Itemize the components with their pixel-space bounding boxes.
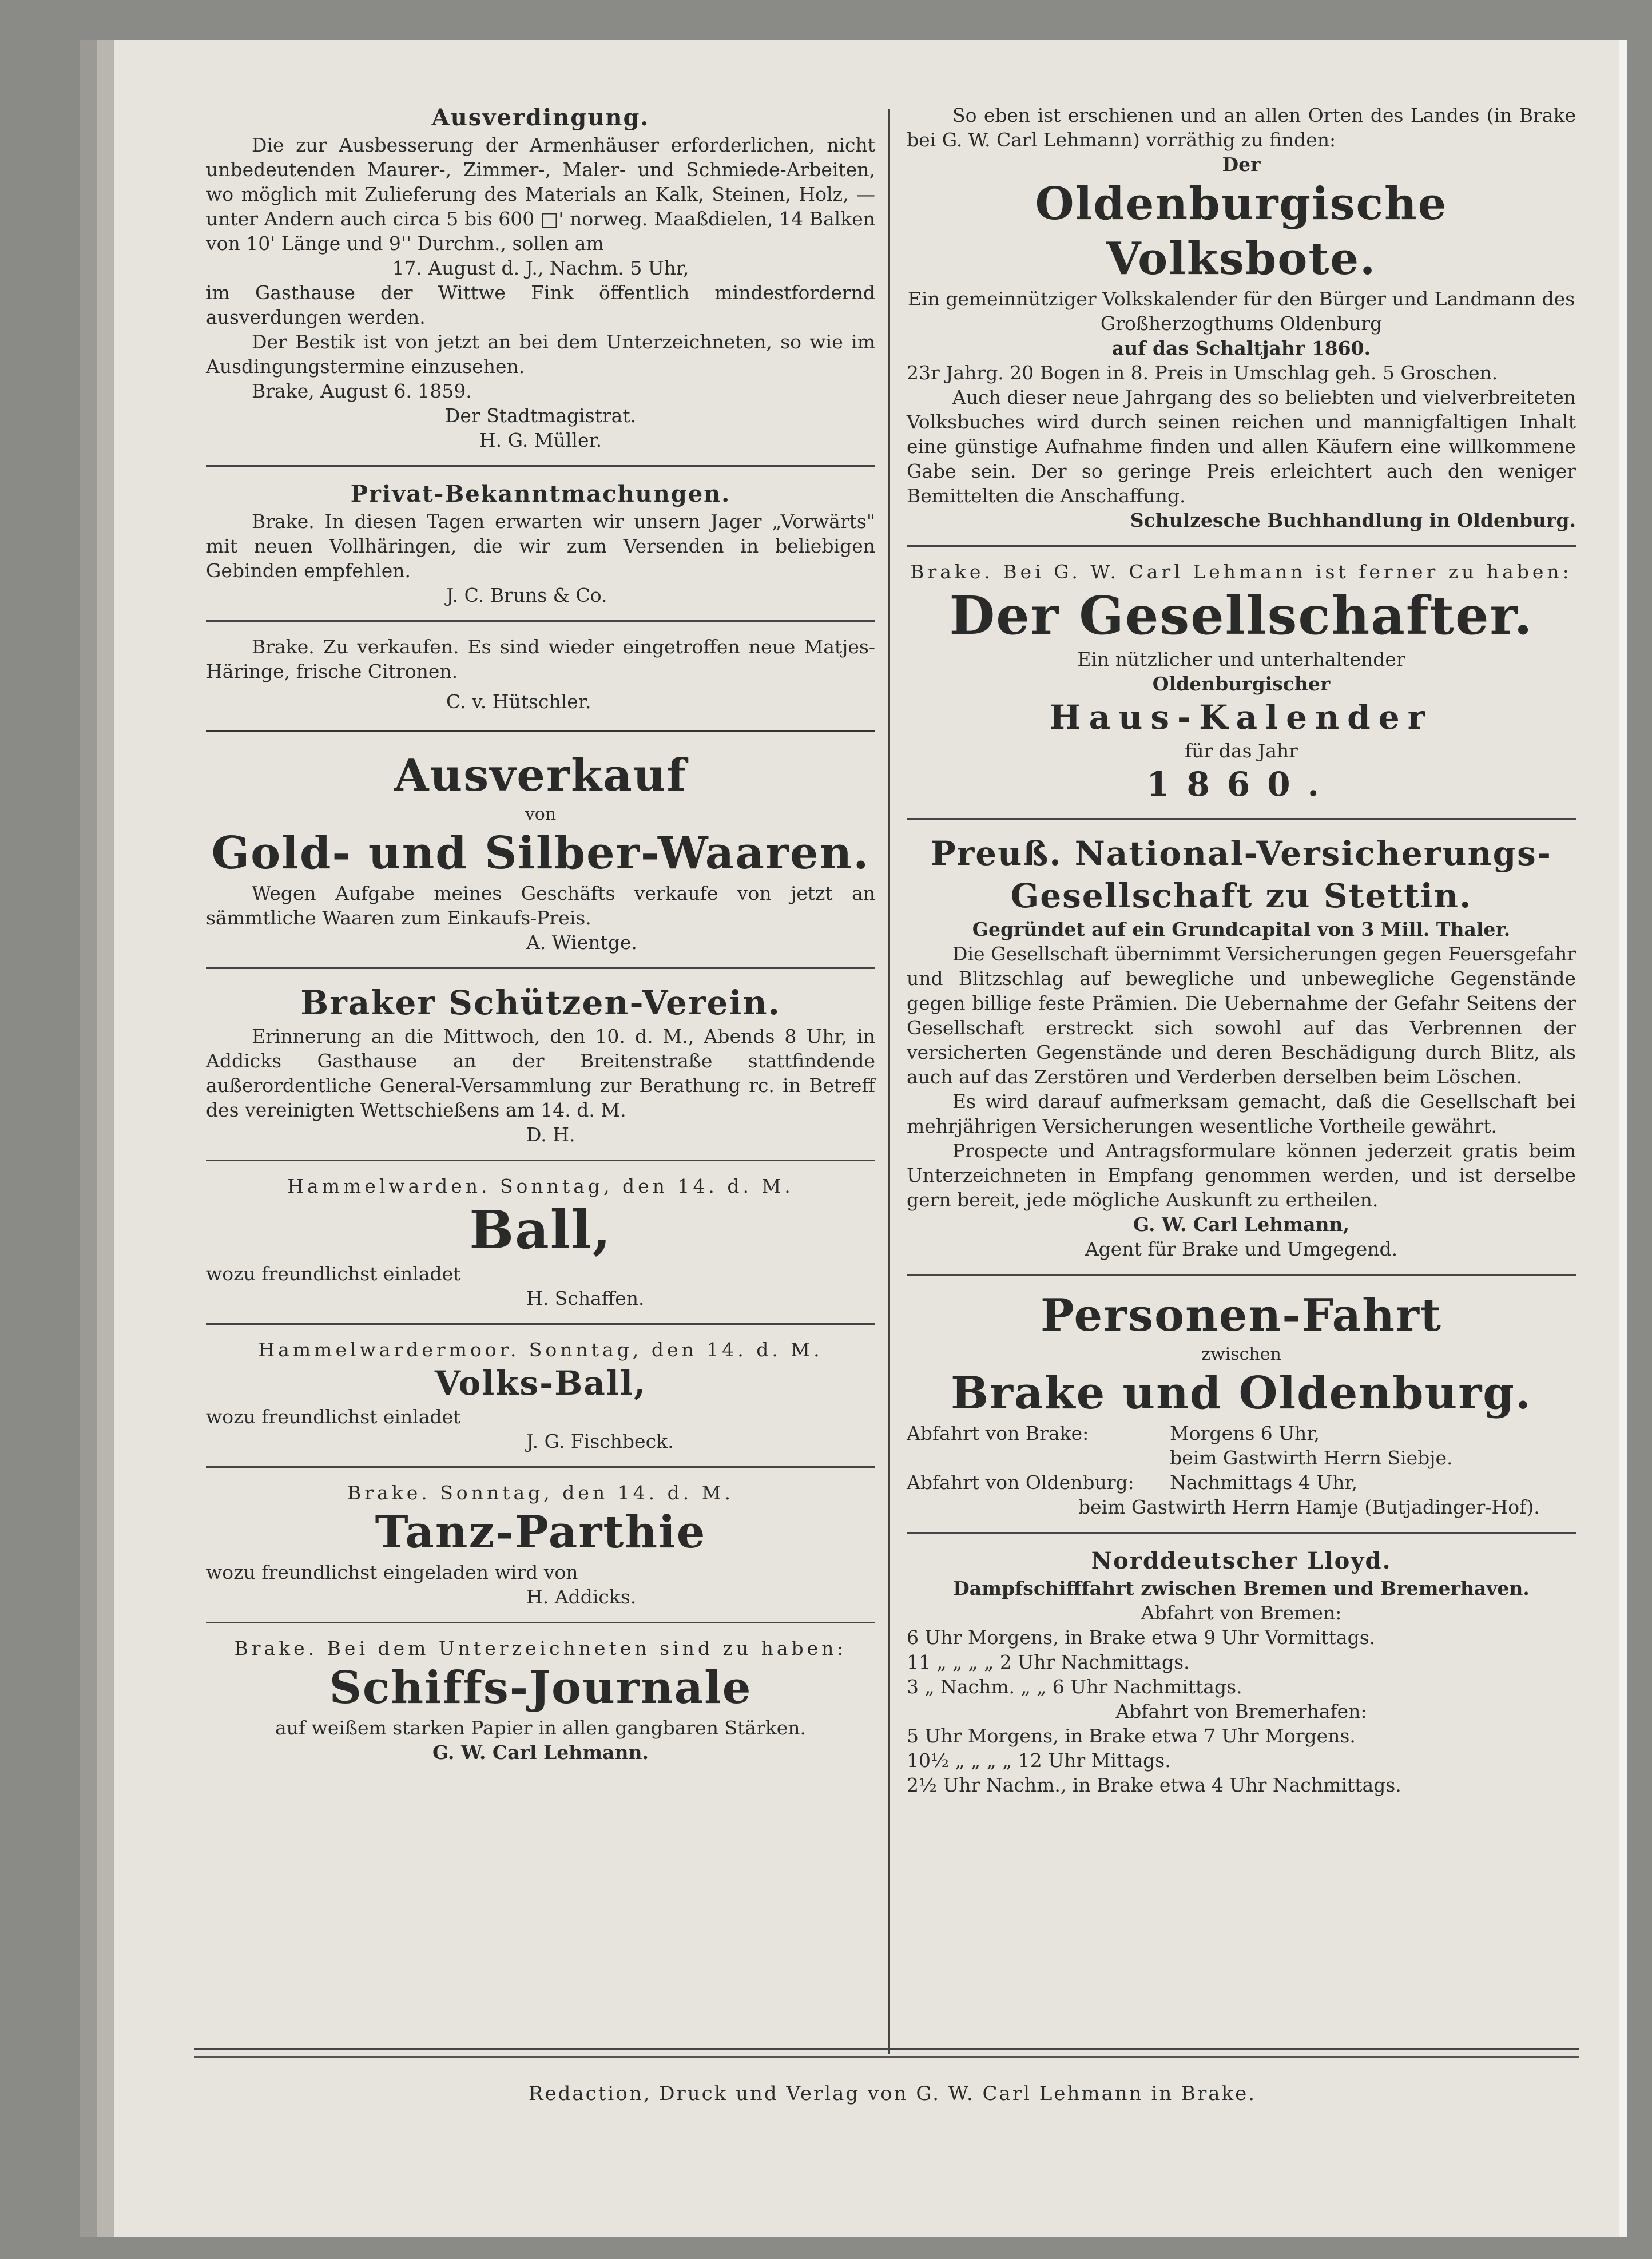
separator bbox=[206, 1622, 875, 1623]
ad-head: Brake. Sonntag, den 14. d. M. bbox=[347, 1482, 734, 1504]
ad-r3: 3 „ Nachm. „ „ 6 Uhr Nachmittags. bbox=[907, 1676, 1242, 1698]
separator bbox=[206, 1323, 875, 1325]
ad-title2: Brake und Oldenburg. bbox=[951, 1367, 1532, 1419]
ad-head: Hammelwardermoor. Sonntag, den 14. d. M. bbox=[258, 1339, 823, 1361]
ad-body2: Es wird darauf aufmerksam gemacht, daß die Gesellschaft bei mehrjährigen Versicherungen wesentliche Vortheile gewährt. bbox=[907, 1090, 1576, 1137]
ad-r5: 10½ „ „ „ „ 12 Uhr Mittags. bbox=[907, 1749, 1171, 1772]
ad-body: Die zur Ausbesserung der Armenhäuser erforderlichen, nicht unbedeutenden Maurer-, Zimmer-, Maler- und Schmiede-Arbeiten, wo möglich mit Zulieferung des Materials an Kalk, Steinen, Holz, — unter Andern auch circa 5 bis 600 □' norweg. Maaßdielen, 14 Balken von 10' Länge und 9'' Durchm., sollen am bbox=[206, 134, 875, 255]
ad-title2: Gold- und Silber-Waaren. bbox=[211, 827, 870, 879]
left-column bbox=[206, 103, 875, 1773]
ad-body: Die Gesellschaft übernimmt Versicherungen gegen Feuersgefahr und Blitzschlag auf bewegliche und unbewegliche Gegenstände gegen billige feste Prämien. Die Uebernahme der Gefahr Seitens der Gesellschaft erstreckt sich sowohl auf das Verbrennen der versicherten Gegenstände und deren Beschädigung durch Blitz, als auch auf das Zerstören und Verderben derselben beim Löschen. bbox=[907, 943, 1576, 1088]
ad-body2: im Gasthause der Wittwe Fink öffentlich mindestfordernd ausverdungen werden. bbox=[206, 281, 875, 328]
ad-head: So eben ist erschienen und an allen Orten des Landes (in Brake bei G. W. Carl Lehmann) vorräthig zu finden: bbox=[907, 104, 1576, 151]
ad-sub2: Oldenburgischer bbox=[1152, 673, 1331, 695]
ad-date: 17. August d. J., Nachm. 5 Uhr, bbox=[392, 257, 689, 279]
ad-schuetzen bbox=[206, 982, 875, 1147]
ad-sign: H. Schaffen. bbox=[526, 1287, 645, 1309]
ad-title: Braker Schützen-Verein. bbox=[300, 983, 781, 1022]
ad-body: Brake. In diesen Tagen erwarten wir unsern Jager „Vorwärts" mit neuen Vollhäringen, die wir zum Versenden in beliebigen Gebinden empfehlen. bbox=[206, 510, 875, 582]
ad-body: Wegen Aufgabe meines Geschäfts verkaufe von jetzt an sämmtliche Waaren zum Einkaufs-Preis. bbox=[206, 882, 875, 929]
ad-title: Preuß. National-Versicherungs- bbox=[931, 834, 1552, 873]
ad-l1a: Abfahrt von Brake: bbox=[907, 1422, 1089, 1444]
ad-sign: G. W. Carl Lehmann. bbox=[432, 1741, 649, 1764]
ad-r2: 11 „ „ „ „ 2 Uhr Nachmittags. bbox=[907, 1651, 1190, 1673]
ad-body3: Der Bestik ist von jetzt an bei dem Unterzeichneten, so wie im Ausdingungstermine einzusehen. bbox=[206, 331, 875, 378]
ad-sign: A. Wientge. bbox=[526, 931, 637, 954]
ad-title2: Gesellschaft zu Stettin. bbox=[1010, 876, 1472, 915]
ad-org: Der Stadtmagistrat. bbox=[444, 404, 637, 427]
page-edge bbox=[1619, 40, 1627, 2237]
ad-von: von bbox=[525, 804, 557, 824]
ad-body: auf weißem starken Papier in allen gangbaren Stärken. bbox=[275, 1717, 807, 1739]
ad-head: Hammelwarden. Sonntag, den 14. d. M. bbox=[287, 1175, 794, 1197]
ad-title: Privat-Bekanntmachungen. bbox=[350, 481, 731, 507]
ad-place: Brake, August 6. 1859. bbox=[252, 380, 472, 402]
ad-title: Norddeutscher Lloyd. bbox=[1091, 1547, 1392, 1574]
ad-title: Schiffs-Journale bbox=[329, 1662, 752, 1714]
ad-ausverkauf bbox=[206, 748, 875, 955]
ad-info: 23r Jahrg. 20 Bogen in 8. Preis in Umschlag geh. 5 Groschen. bbox=[907, 362, 1498, 384]
ad-sign: D. H. bbox=[526, 1123, 575, 1146]
ad-ball bbox=[206, 1174, 875, 1311]
ad-lloyd bbox=[907, 1546, 1576, 1797]
ad-body3: Prospecte und Antragsformulare können jederzeit gratis beim Unterzeichneten in Empfang genommen werden, und ist derselbe gern bereit, jede mögliche Auskunft zu ertheilen. bbox=[907, 1140, 1576, 1211]
ad-l2c: beim Gastwirth Herrn Hamje (Butjadinger-Hof). bbox=[1078, 1496, 1540, 1518]
ad-r1: 6 Uhr Morgens, in Brake etwa 9 Uhr Vormittags. bbox=[907, 1626, 1376, 1649]
ad-sign: H. Addicks. bbox=[526, 1586, 637, 1608]
ad-title2: Haus-Kalender bbox=[1049, 698, 1433, 737]
ad-title: Der Gesellschafter. bbox=[949, 585, 1534, 646]
ad-name: H. G. Müller. bbox=[479, 429, 602, 451]
ad-versicherung bbox=[907, 832, 1576, 1261]
ad-title: Ausverdingung. bbox=[431, 104, 650, 131]
ad-l1b: Morgens 6 Uhr, bbox=[1170, 1422, 1320, 1444]
ad-tanz bbox=[206, 1480, 875, 1609]
separator bbox=[206, 730, 875, 732]
separator bbox=[907, 1532, 1576, 1534]
ad-h2: Abfahrt von Bremerhafen: bbox=[1115, 1700, 1367, 1722]
separator bbox=[907, 818, 1576, 820]
ad-title: Volks-Ball, bbox=[434, 1364, 647, 1403]
ad-l1c: beim Gastwirth Herrn Siebje. bbox=[1170, 1447, 1453, 1469]
ad-personenfahrt bbox=[907, 1288, 1576, 1519]
footer-rule bbox=[194, 2048, 1579, 2050]
ad-r4: 5 Uhr Morgens, in Brake etwa 7 Uhr Morgens. bbox=[907, 1725, 1356, 1747]
ad-title: Tanz-Parthie bbox=[375, 1506, 706, 1558]
ad-ausverdingung bbox=[206, 103, 875, 452]
ad-r6: 2½ Uhr Nachm., in Brake etwa 4 Uhr Nachmittags. bbox=[907, 1774, 1401, 1796]
ad-sign: Schulzesche Buchhandlung in Oldenburg. bbox=[1130, 509, 1576, 531]
ad-der: Der bbox=[1222, 153, 1261, 176]
ad-private bbox=[206, 479, 875, 608]
ad-year: 1860. bbox=[1146, 765, 1336, 804]
ad-l2b: Nachmittags 4 Uhr, bbox=[1170, 1471, 1358, 1494]
ad-sub: Ein nützlicher und unterhaltender bbox=[1077, 648, 1405, 670]
ad-body: Brake. Zu verkaufen. Es sind wieder eingetroffen neue Matjes-Häringe, frische Citronen. bbox=[206, 636, 875, 682]
ad-title: Oldenburgische Volksbote. bbox=[1035, 178, 1448, 285]
ad-gesellschafter bbox=[907, 559, 1576, 805]
separator bbox=[907, 545, 1576, 547]
separator bbox=[206, 1160, 875, 1161]
schedule-row bbox=[907, 1421, 1576, 1446]
right-column bbox=[907, 103, 1576, 1805]
ad-body: wozu freundlichst eingeladen wird von bbox=[206, 1561, 578, 1583]
ad-verkaufen bbox=[206, 634, 875, 714]
ad-journale bbox=[206, 1636, 875, 1765]
separator bbox=[206, 1466, 875, 1468]
ad-sub: Gegründet auf ein Grundcapital von 3 Mill. Thaler. bbox=[972, 918, 1511, 940]
ad-sign: G. W. Carl Lehmann, bbox=[1133, 1213, 1349, 1236]
ad-body: wozu freundlichst einladet bbox=[206, 1406, 461, 1428]
ad-year: auf das Schaltjahr 1860. bbox=[1111, 337, 1371, 359]
ad-head: Brake. Bei G. W. Carl Lehmann ist ferner zu haben: bbox=[910, 561, 1572, 583]
schedule-row bbox=[907, 1470, 1576, 1495]
imprint: Redaction, Druck und Verlag von G. W. Carl Lehmann in Brake. bbox=[528, 2082, 1257, 2105]
ad-body: Auch dieser neue Jahrgang des so beliebten und vielverbreiteten Volksbuches wird durch seinen reichen und mannigfaltigen Inhalt eine günstige Aufnahme finden und allen Käufern eine willkommene Gabe sein. Der so geringe Preis erleichtert auch den weniger Bemittelten die Anschaffung. bbox=[907, 386, 1576, 507]
ad-h1: Abfahrt von Bremen: bbox=[1141, 1602, 1342, 1624]
separator bbox=[907, 1274, 1576, 1276]
separator bbox=[206, 620, 875, 622]
ad-body: wozu freundlichst einladet bbox=[206, 1263, 461, 1285]
ad-sub: Dampfschifffahrt zwischen Bremen und Bremerhaven. bbox=[953, 1577, 1530, 1599]
column-divider bbox=[888, 109, 890, 2054]
ad-sub: Ein gemeinnütziger Volkskalender für den Bürger und Landmann des Großherzogthums Oldenburg bbox=[907, 288, 1575, 335]
ad-sign2: Agent für Brake und Umgegend. bbox=[1085, 1238, 1398, 1260]
footer-rule bbox=[194, 2056, 1579, 2058]
ad-l2a: Abfahrt von Oldenburg: bbox=[907, 1471, 1134, 1494]
ad-sign: J. G. Fischbeck. bbox=[526, 1430, 674, 1452]
ad-zw: zwischen bbox=[1201, 1344, 1281, 1364]
ad-for: für das Jahr bbox=[1185, 740, 1298, 762]
ad-title: Ausverkauf bbox=[394, 749, 688, 801]
ad-title: Personen-Fahrt bbox=[1040, 1289, 1443, 1341]
ad-volksball bbox=[206, 1337, 875, 1454]
ad-volksbote bbox=[907, 103, 1576, 533]
separator bbox=[206, 967, 875, 969]
ad-body: Erinnerung an die Mittwoch, den 10. d. M., Abends 8 Uhr, in Addicks Gasthause an der Breitenstraße stattfindende außerordentliche General-Versammlung zur Berathung rc. in Betreff des vereinigten Wettschießens am 14. d. M. bbox=[206, 1025, 875, 1121]
ad-title: Ball, bbox=[469, 1199, 612, 1261]
separator bbox=[206, 465, 875, 467]
ad-head: Brake. Bei dem Unterzeichneten sind zu haben: bbox=[234, 1637, 847, 1659]
ad-sign: C. v. Hütschler. bbox=[446, 690, 591, 713]
ad-sign: J. C. Bruns & Co. bbox=[446, 584, 607, 606]
